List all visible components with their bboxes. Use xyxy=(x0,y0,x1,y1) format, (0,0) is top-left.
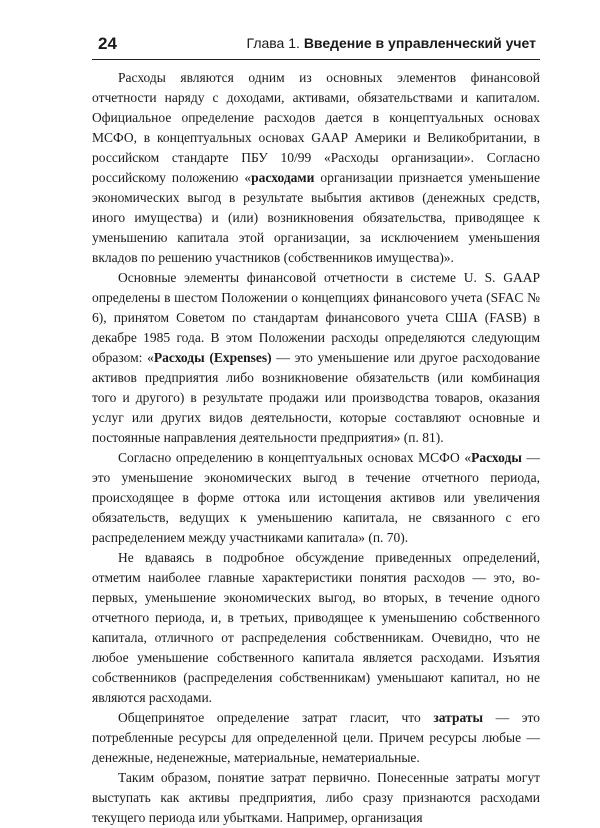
text-run: Общепринятое определение затрат гласит, что xyxy=(118,710,434,725)
text-run: Расходы являются одним из основных элементов финансовой отчетности наряду с доходами, активами, обязательствами и капиталом. Официальное определение расходов дается в концептуальных основах МСФО, в концептуальных основах GAAP Америки и Великобритании, в российском стандарте ПБУ 10/99 «Расходы организации». Согласно российскому положению « xyxy=(92,70,540,185)
paragraph xyxy=(92,548,540,708)
text-run: Не вдаваясь в подробное обсуждение приведенных определений, отметим наиболее главные характеристики понятия расходов — это, во-первых, уменьшение экономических выгод, во вторых, в течение одного отчетного периода, и, в третьих, приводящее к уменьшению собственного капитала, отличного от распределения собственникам. Очевидно, что не любое уменьшение собственного капитала является расходами. Изъятия собственников (распределения собственникам) уменьшают капитал, но не являются расходами. xyxy=(92,550,540,705)
paragraph xyxy=(92,708,540,768)
bold-term: Расходы xyxy=(471,450,522,465)
body-text xyxy=(92,68,540,828)
text-run: организации признается уменьшение экономических выгод в результате выбытия активов (денежных средств, иного имущества) и (или) возникновения обязательства, приводящее к уменьшению капитала этой организации, за исключением уменьшения вкладов по решению участников (собственников имущества)». xyxy=(92,170,540,265)
header-rule xyxy=(92,59,540,60)
chapter-label: Глава 1. xyxy=(246,35,300,51)
text-run: — это уменьшение или другое расходование активов предприятия либо возникновение обязательств (или комбинация того и другого) в результате продажи или производства товаров, оказания услуг или других видов деятельности, которые составляют основные и постоянные направления деятельности предприятия» (п. 81). xyxy=(92,350,541,445)
page-header xyxy=(92,30,540,60)
paragraph xyxy=(92,268,540,448)
paragraph xyxy=(92,448,540,548)
text-run: — это потребленные ресурсы для определенной цели. Причем ресурсы любые — денежные, неденежные, материальные, нематериальные. xyxy=(92,710,540,765)
bold-term: расходами xyxy=(251,170,315,185)
page-number: 24 xyxy=(98,34,117,53)
bold-term: Расходы (Expenses) xyxy=(153,350,272,365)
running-head xyxy=(247,35,536,51)
text-run: Основные элементы финансовой отчетности в системе U. S. GAAP определены в шестом Положении о концепциях финансового учета (SFAC № 6), принятом Советом по стандартам финансового учета США (FASB) в декабре 1985 года. В этом Положении расходы определяются следующим образом: « xyxy=(92,270,540,365)
chapter-title: Введение в управленческий учет xyxy=(303,35,536,51)
paragraph xyxy=(92,768,540,828)
text-run: — это уменьшение экономических выгод в течение отчетного периода, происходящее в форме оттока или истощения активов или увеличения обязательств, ведущих к уменьшению капитала, не связанного с его распределением между участниками капитала» (п. 70). xyxy=(92,450,540,545)
bold-term: затраты xyxy=(433,710,484,725)
paragraph xyxy=(92,68,540,268)
text-run: Согласно определению в концептуальных основах МСФО « xyxy=(118,450,472,465)
text-run: Таким образом, понятие затрат первично. Понесенные затраты могут выступать как активы предприятия, либо сразу признаются расходами текущего периода или убытками. Например, организация xyxy=(92,770,540,825)
